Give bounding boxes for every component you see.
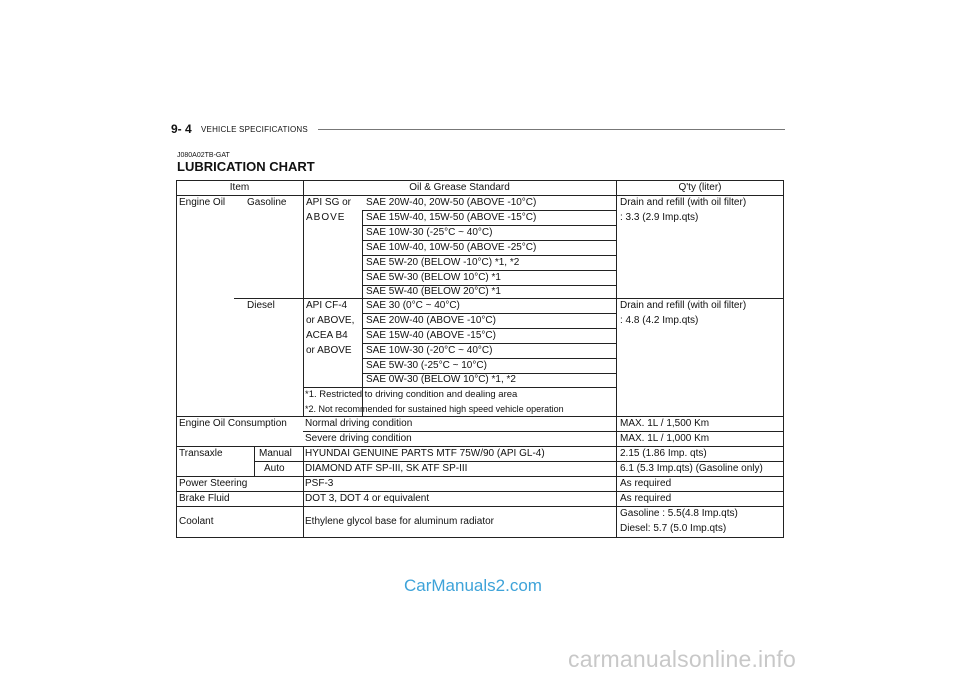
divider xyxy=(254,446,255,476)
header-standard: Oil & Grease Standard xyxy=(409,182,510,193)
consumption-condition: Severe driving condition xyxy=(305,433,412,444)
transaxle-auto-qty: 6.1 (5.3 Imp.qts) (Gasoline only) xyxy=(620,463,763,474)
brake-fluid-standard: DOT 3, DOT 4 or equivalent xyxy=(305,493,430,504)
diesel-qty: : 4.8 (4.2 Imp.qts) xyxy=(620,315,699,326)
gasoline-grade: SAE 10W-30 (-25°C ~ 40°C) xyxy=(366,227,493,238)
diesel-grade: SAE 15W-40 (ABOVE -15°C) xyxy=(366,330,496,341)
diesel-api-line: or ABOVE xyxy=(306,345,352,356)
diesel-api-line: or ABOVE, xyxy=(306,315,355,326)
power-steering-qty: As required xyxy=(620,478,672,489)
brake-fluid-label: Brake Fluid xyxy=(179,493,230,504)
gasoline-api-line: API SG or xyxy=(306,197,352,208)
engine-oil-label: Engine Oil xyxy=(179,197,226,208)
coolant-qty: Gasoline : 5.5(4.8 Imp.qts) xyxy=(620,508,738,519)
consumption-qty: MAX. 1L / 1,000 Km xyxy=(620,433,710,444)
consumption-qty: MAX. 1L / 1,500 Km xyxy=(620,418,710,429)
consumption-label: Engine Oil Consumption xyxy=(179,418,287,429)
brake-fluid-qty: As required xyxy=(620,493,672,504)
header-rule xyxy=(318,129,785,130)
chart-title: LUBRICATION CHART xyxy=(177,159,315,174)
gasoline-grade: SAE 5W-30 (BELOW 10°C) *1 xyxy=(366,272,501,283)
divider xyxy=(616,180,617,538)
footnote: *1. Restricted to driving condition and dealing area xyxy=(305,389,518,400)
diesel-api-line: ACEA B4 xyxy=(306,330,348,341)
section-title: VEHICLE SPECIFICATIONS xyxy=(201,125,308,134)
diesel-api-line: API CF-4 xyxy=(306,300,348,311)
transaxle-manual-standard: HYUNDAI GENUINE PARTS MTF 75W/90 (API GL-4) xyxy=(305,448,545,459)
consumption-condition: Normal driving condition xyxy=(305,418,413,429)
header-qty: Q'ty (liter) xyxy=(678,182,722,193)
row-line xyxy=(176,491,784,492)
diesel-grade: SAE 5W-30 (-25°C ~ 10°C) xyxy=(366,360,487,371)
transaxle-manual-label: Manual xyxy=(259,448,292,459)
footnote: *2. Not recommended for sustained high speed vehicle operation xyxy=(305,404,564,414)
row-line xyxy=(176,476,784,477)
diesel-label: Diesel xyxy=(247,300,275,311)
gasoline-grade: SAE 15W-40, 15W-50 (ABOVE -15°C) xyxy=(366,212,537,223)
transaxle-manual-qty: 2.15 (1.86 Imp. qts) xyxy=(620,448,707,459)
gasoline-grade: SAE 10W-40, 10W-50 (ABOVE -25°C) xyxy=(366,242,537,253)
transaxle-label: Transaxle xyxy=(179,448,223,459)
diesel-qty: Drain and refill (with oil filter) xyxy=(620,300,747,311)
coolant-qty: Diesel: 5.7 (5.0 Imp.qts) xyxy=(620,523,727,534)
coolant-label: Coolant xyxy=(179,516,214,527)
gasoline-grade: SAE 20W-40, 20W-50 (ABOVE -10°C) xyxy=(366,197,537,208)
gasoline-qty: : 3.3 (2.9 Imp.qts) xyxy=(620,212,699,223)
power-steering-label: Power Steering xyxy=(179,478,248,489)
watermark-bottom: carmanualsonline.info xyxy=(568,646,796,672)
diesel-grade: SAE 30 (0°C ~ 40°C) xyxy=(366,300,460,311)
lubrication-table xyxy=(176,180,784,538)
power-steering-standard: PSF-3 xyxy=(305,478,334,489)
gasoline-label: Gasoline xyxy=(247,197,287,208)
gasoline-grade: SAE 5W-20 (BELOW -10°C) *1, *2 xyxy=(366,257,520,268)
page-number: 9- 4 xyxy=(171,122,192,136)
diesel-grade: SAE 20W-40 (ABOVE -10°C) xyxy=(366,315,496,326)
gasoline-qty: Drain and refill (with oil filter) xyxy=(620,197,747,208)
diesel-grade: SAE 0W-30 (BELOW 10°C) *1, *2 xyxy=(366,374,516,385)
gasoline-grade: SAE 5W-40 (BELOW 20°C) *1 xyxy=(366,286,501,297)
watermark-top: CarManuals2.com xyxy=(404,576,542,595)
transaxle-auto-label: Auto xyxy=(264,463,285,474)
divider xyxy=(303,446,304,538)
document-code: J080A02TB-GAT xyxy=(177,152,230,159)
coolant-standard: Ethylene glycol base for aluminum radiator xyxy=(305,516,494,527)
diesel-grade: SAE 10W-30 (-20°C ~ 40°C) xyxy=(366,345,493,356)
gasoline-api-line: ABOVE xyxy=(306,212,346,223)
transaxle-auto-standard: DIAMOND ATF SP-III, SK ATF SP-III xyxy=(305,463,468,474)
header-item: Item xyxy=(229,182,250,193)
